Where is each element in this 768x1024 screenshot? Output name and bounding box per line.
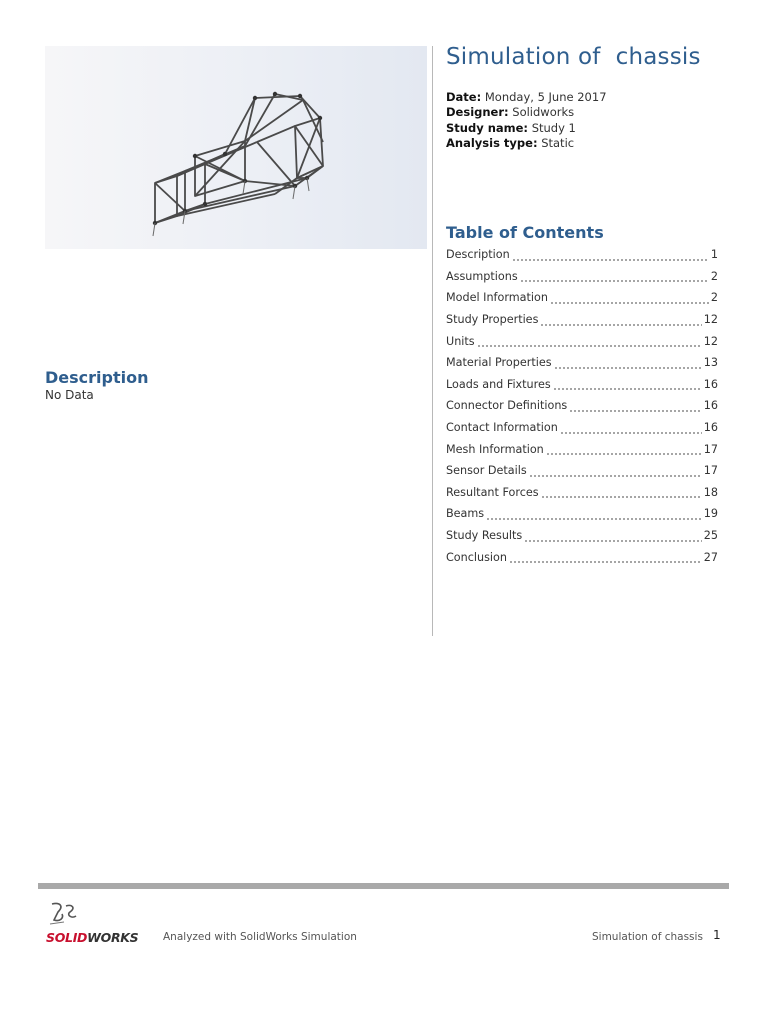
toc-entry[interactable]: [446, 374, 718, 396]
toc-entry-label: Beams: [446, 507, 485, 521]
meta-designer-label: Designer:: [446, 105, 509, 120]
toc-entry-page: 13: [703, 356, 718, 370]
chassis-model-image: [45, 46, 427, 249]
meta-date-row: [446, 90, 607, 105]
meta-date-value: Monday, 5 June 2017: [484, 90, 607, 104]
footer-divider: [38, 883, 729, 889]
toc-entry-page: 12: [703, 334, 718, 348]
toc-entry-page: 16: [703, 421, 718, 435]
toc-entry-label: Model Information: [446, 291, 548, 305]
footer-analyzed-with: Analyzed with SolidWorks Simulation: [163, 931, 357, 943]
toc-entry-page: 19: [703, 507, 718, 521]
toc-entry-page: 27: [703, 550, 718, 564]
toc-entry-page: 18: [703, 485, 718, 499]
toc-entry-label: Contact Information: [446, 421, 558, 435]
toc-entry-page: 17: [703, 464, 718, 478]
toc-entry-page: 25: [703, 529, 718, 543]
toc-entry-label: Loads and Fixtures: [446, 377, 551, 391]
toc-entry-label: Study Properties: [446, 313, 539, 327]
toc-dot-leader: [520, 270, 709, 282]
toc-entry[interactable]: [446, 330, 718, 352]
meta-date-label: Date:: [446, 90, 482, 104]
meta-study-label: Study name:: [446, 120, 529, 135]
toc-entry-page: 17: [703, 442, 718, 456]
footer-doc-title: Simulation of chassis: [592, 931, 703, 943]
toc-dot-leader: [546, 443, 702, 455]
toc-dot-leader: [560, 422, 702, 434]
meta-study-value: Study 1: [531, 120, 576, 135]
study-meta: [446, 90, 607, 151]
toc-dot-leader: [550, 292, 709, 304]
toc-entry[interactable]: [446, 460, 718, 482]
meta-analysis-label: Analysis type:: [446, 135, 538, 150]
toc-dot-leader: [524, 530, 701, 542]
toc-dot-leader: [529, 465, 702, 477]
column-divider: [432, 46, 433, 636]
toc-dot-leader: [512, 249, 709, 261]
toc-entry[interactable]: [446, 244, 718, 266]
toc-entry-label: Units: [446, 334, 475, 348]
toc-entry-label: Sensor Details: [446, 464, 527, 478]
solidworks-wordmark: SOLIDWORKS: [46, 930, 139, 945]
toc-entry[interactable]: [446, 482, 718, 504]
toc-dot-leader: [554, 357, 702, 369]
meta-designer-value: Solidworks: [512, 105, 575, 120]
toc-entry[interactable]: [446, 352, 718, 374]
toc-entry[interactable]: [446, 395, 718, 417]
toc-entry-label: Resultant Forces: [446, 485, 539, 499]
meta-analysis-value: Static: [541, 135, 575, 150]
meta-study-row: [446, 121, 607, 136]
toc-entry-label: Mesh Information: [446, 442, 544, 456]
toc-dot-leader: [540, 314, 701, 326]
toc-dot-leader: [569, 400, 701, 412]
toc-entry-label: Material Properties: [446, 356, 552, 370]
toc-entry[interactable]: [446, 417, 718, 439]
toc-entry-page: 16: [703, 399, 718, 413]
toc-entry-page: 2: [710, 269, 718, 283]
toc-entry-label: Conclusion: [446, 550, 507, 564]
meta-analysis-row: [446, 136, 607, 151]
toc-dot-leader: [509, 551, 702, 563]
toc-heading: Table of Contents: [446, 223, 604, 242]
solidworks-logo: [46, 900, 146, 950]
description-heading: Description: [45, 368, 149, 387]
page-title: Simulation of chassis: [446, 44, 701, 70]
toc-entry-page: 1: [710, 248, 718, 262]
table-of-contents: [446, 244, 718, 568]
toc-entry[interactable]: [446, 287, 718, 309]
meta-designer-row: [446, 105, 607, 120]
toc-entry[interactable]: [446, 503, 718, 525]
toc-entry-label: Connector Definitions: [446, 399, 568, 413]
toc-entry-label: Assumptions: [446, 269, 518, 283]
toc-entry-page: 2: [710, 291, 718, 305]
toc-entry-label: Study Results: [446, 529, 523, 543]
toc-entry[interactable]: [446, 525, 718, 547]
toc-dot-leader: [477, 335, 702, 347]
toc-dot-leader: [553, 378, 702, 390]
toc-entry[interactable]: [446, 546, 718, 568]
toc-dot-leader: [541, 486, 702, 498]
footer-page-number: 1: [713, 928, 721, 942]
chassis-frame-drawing: [45, 46, 427, 249]
toc-entry[interactable]: [446, 309, 718, 331]
toc-entry[interactable]: [446, 438, 718, 460]
description-text: No Data: [45, 388, 94, 402]
toc-entry-page: 12: [703, 313, 718, 327]
ds-logo-icon: [46, 900, 82, 930]
toc-dot-leader: [486, 508, 702, 520]
toc-entry-label: Description: [446, 248, 510, 262]
toc-entry-page: 16: [703, 377, 718, 391]
toc-entry[interactable]: [446, 266, 718, 288]
